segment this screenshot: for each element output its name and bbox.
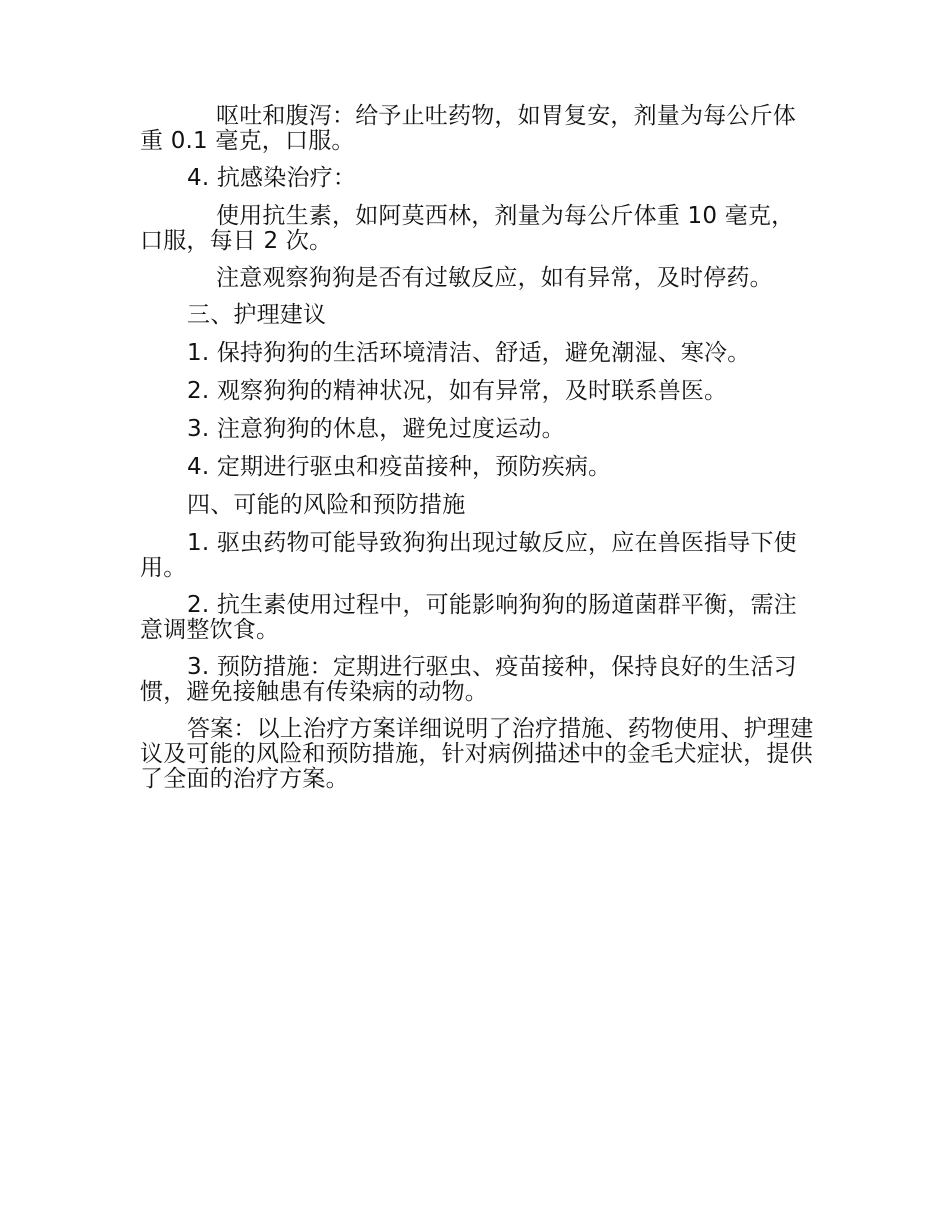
answer-summary: 答案：以上治疗方案详细说明了治疗措施、药物使用、护理建议及可能的风险和预防措施，针对病例描述中的金毛犬症状，提供了全面的治疗方案。 [140, 716, 814, 792]
care-item-4: 4. 定期进行驱虫和疫苗接种，预防疾病。 [187, 454, 612, 480]
paragraph-vomiting-diarrhea: 呕吐和腹泻：给予止吐药物，如胃复安，剂量为每公斤体重 0.1 毫克，口服。 [140, 103, 796, 154]
paragraph-antibiotics: 使用抗生素，如阿莫西林，剂量为每公斤体重 10 毫克，口服，每日 2 次。 [140, 203, 795, 254]
care-item-2: 2. 观察狗狗的精神状况，如有异常，及时联系兽医。 [187, 378, 728, 404]
risk-item-1: 1. 驱虫药物可能导致狗狗出现过敏反应，应在兽医指导下使用。 [140, 530, 797, 581]
heading-risks-prevention: 四、可能的风险和预防措施 [187, 492, 466, 518]
heading-anti-infection: 4. 抗感染治疗： [187, 165, 357, 191]
document-body [140, 104, 815, 804]
risk-item-3: 3. 预防措施：定期进行驱虫、疫苗接种，保持良好的生活习惯，避免接触患有传染病的动物。 [140, 654, 797, 705]
paragraph-allergy-watch: 注意观察狗狗是否有过敏反应，如有异常，及时停药。 [216, 265, 773, 291]
care-item-1: 1. 保持狗狗的生活环境清洁、舒适，避免潮湿、寒冷。 [187, 340, 751, 366]
care-item-3: 3. 注意狗狗的休息，避免过度运动。 [187, 416, 565, 442]
risk-item-2: 2. 抗生素使用过程中，可能影响狗狗的肠道菌群平衡，需注意调整饮食。 [140, 592, 797, 643]
heading-care-advice: 三、护理建议 [187, 302, 327, 328]
